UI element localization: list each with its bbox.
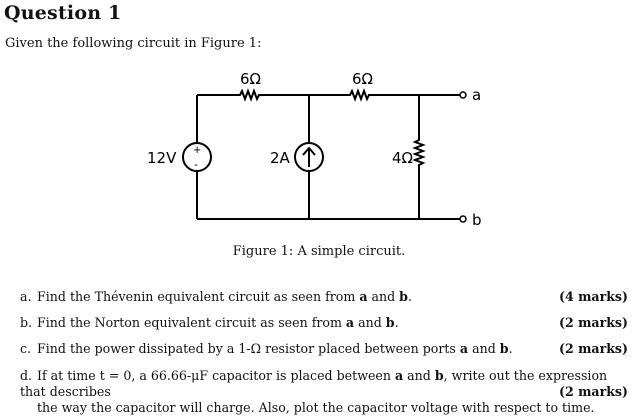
question-b: b. Find the Norton equivalent circuit as seen from a and b. (2 marks) (20, 315, 628, 330)
svg-text:+: + (193, 145, 202, 156)
r1-label: 6Ω (240, 70, 262, 88)
question-a: a. Find the Thévenin equivalent circuit as seen from a and b. (4 marks) (20, 289, 628, 304)
port-b-label: b (472, 211, 482, 229)
figure-caption: Figure 1: A simple circuit. (232, 244, 406, 259)
question-heading: Question 1 (4, 2, 122, 24)
marks-d: (2 marks) (558, 384, 628, 399)
question-c: c. Find the power dissipated by a 1-Ω resistor placed between ports a and b. (2 marks) (20, 341, 628, 356)
top-wire (197, 91, 460, 99)
current-source-label: 2A (270, 149, 290, 167)
marks-a: (4 marks) (558, 289, 628, 304)
port-a-terminal (460, 92, 466, 98)
svg-text:-: - (194, 158, 198, 171)
marks-c: (2 marks) (558, 341, 628, 356)
right-wire (415, 95, 423, 219)
port-a-label: a (472, 86, 482, 104)
question-d: d. If at time t = 0, a 66.66-μF capacitor is placed between a and b, write out the expression that describes the way the capacitor will charge. Also, plot the capacitor voltage with respect to time. (2 marks) (20, 368, 628, 415)
intro-text: Given the following circuit in Figure 1: (5, 36, 262, 51)
r3-label: 4Ω (392, 149, 414, 167)
voltage-source-label: 12V (147, 149, 177, 167)
marks-b: (2 marks) (558, 315, 628, 330)
port-b-terminal (460, 216, 466, 222)
r2-label: 6Ω (352, 70, 374, 88)
